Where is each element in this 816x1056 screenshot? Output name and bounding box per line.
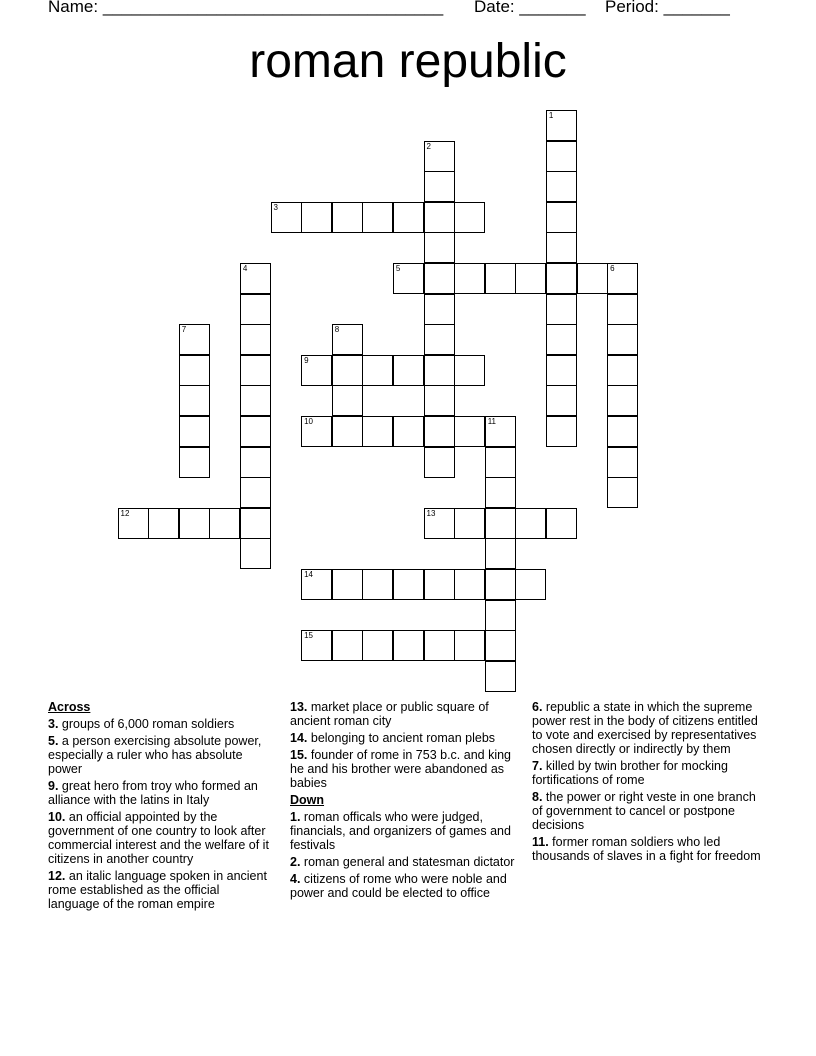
grid-cell[interactable]	[332, 630, 363, 661]
clue-number: 2	[426, 141, 431, 151]
period-label: Period:	[605, 0, 659, 16]
grid-cell[interactable]	[546, 141, 577, 172]
clue-down-6: 6. republic a state in which the supreme power rest in the body of citizens entitled to vote and exercised by representatives chosen directly or indirectly by them	[532, 700, 758, 756]
grid-cell[interactable]	[179, 324, 210, 355]
grid-cell[interactable]	[179, 385, 210, 416]
grid-cell[interactable]	[362, 355, 393, 386]
clue-across-3: 3. groups of 6,000 roman soldiers	[48, 717, 235, 731]
grid-cell[interactable]	[424, 569, 455, 600]
grid-cell[interactable]	[209, 508, 240, 539]
clue-number: 13	[426, 508, 436, 518]
grid-cell[interactable]	[454, 569, 485, 600]
clue-down-11: 11. former roman soldiers who led thousands of slaves in a fight for freedom	[532, 835, 761, 863]
clue-across-15: 15. founder of rome in 753 b.c. and king he and his brother were abandoned as babies	[290, 748, 512, 790]
grid-cell[interactable]	[485, 600, 516, 631]
grid-cell[interactable]	[424, 508, 455, 539]
across-heading: Across	[48, 700, 91, 714]
grid-cell[interactable]	[607, 477, 638, 508]
grid-cell[interactable]	[393, 355, 424, 386]
grid-cell[interactable]	[393, 416, 424, 447]
grid-cell[interactable]	[485, 416, 516, 447]
grid-cell[interactable]	[424, 263, 455, 294]
grid-cell[interactable]	[546, 294, 577, 325]
clue-across-13: 13. market place or public square of ancient roman city	[290, 700, 489, 728]
date-label: Date:	[474, 0, 515, 16]
grid-cell[interactable]	[454, 508, 485, 539]
grid-cell[interactable]	[485, 447, 516, 478]
grid-cell[interactable]	[332, 355, 363, 386]
grid-cell[interactable]	[148, 508, 179, 539]
clue-number: 9	[304, 355, 309, 365]
grid-cell[interactable]	[332, 416, 363, 447]
grid-cell[interactable]	[424, 294, 455, 325]
clue-number: 11	[487, 417, 496, 426]
grid-cell[interactable]	[424, 416, 455, 447]
clue-number: 7	[181, 325, 187, 335]
grid-cell[interactable]	[240, 355, 271, 386]
clue-number: 12	[120, 508, 130, 518]
grid-cell[interactable]	[362, 569, 393, 600]
clue-down-7: 7. killed by twin brother for mocking fortifications of rome	[532, 759, 728, 787]
grid-cell[interactable]	[607, 324, 638, 355]
grid-cell[interactable]	[362, 630, 393, 661]
grid-cell[interactable]	[454, 416, 485, 447]
clues-column-2	[290, 700, 518, 903]
clue-number: 10	[304, 417, 313, 426]
grid-cell[interactable]	[485, 508, 516, 539]
name-line[interactable]: ____________________________________	[102, 0, 444, 16]
clue-number: 3	[273, 202, 278, 212]
grid-cell[interactable]	[424, 232, 455, 263]
grid-cell[interactable]	[454, 202, 485, 233]
grid-cell[interactable]	[515, 263, 546, 294]
grid-cell[interactable]	[240, 416, 271, 447]
clue-across-12: 12. an italic language spoken in ancient rome established as the official language of the roman empire	[48, 869, 267, 911]
grid-cell[interactable]	[424, 630, 455, 661]
grid-cell[interactable]	[607, 294, 638, 325]
grid-cell[interactable]	[332, 385, 363, 416]
grid-cell[interactable]	[546, 263, 577, 294]
grid-cell[interactable]	[301, 416, 332, 447]
clue-number: 15	[304, 631, 313, 641]
grid-cell[interactable]	[240, 477, 271, 508]
grid-cell[interactable]	[424, 385, 455, 416]
grid-cell[interactable]	[515, 569, 546, 600]
page-title: roman republic	[249, 35, 567, 88]
grid-cell[interactable]	[240, 385, 271, 416]
clue-across-9: 9. great hero from troy who formed an alliance with the latins in Italy	[48, 779, 258, 807]
clue-down-8: 8. the power or right veste in one branch of government to cancel or postpone decisions	[532, 790, 756, 832]
grid-cell[interactable]	[301, 630, 332, 661]
grid-cell[interactable]	[393, 202, 424, 233]
grid-cell[interactable]	[179, 508, 210, 539]
grid-cell[interactable]	[546, 202, 577, 233]
grid-cell[interactable]	[485, 630, 516, 661]
grid-cell[interactable]	[362, 416, 393, 447]
grid-cell[interactable]	[607, 447, 638, 478]
grid-cell[interactable]	[546, 416, 577, 447]
grid-cell[interactable]	[515, 508, 546, 539]
grid-cell[interactable]	[485, 477, 516, 508]
grid-cell[interactable]	[607, 355, 638, 386]
grid-cell[interactable]	[546, 508, 577, 539]
grid-cell[interactable]	[454, 263, 485, 294]
grid-cell[interactable]	[240, 324, 271, 355]
grid-cell[interactable]	[607, 416, 638, 447]
grid-cell[interactable]	[393, 263, 424, 294]
clues-column-1	[48, 700, 274, 914]
clue-across-10: 10. an official appointed by the government of one country to look after commercial interest and the welfare of it citizens in another country	[48, 810, 269, 866]
grid-cell[interactable]	[424, 141, 455, 172]
grid-cell[interactable]	[607, 385, 638, 416]
grid-cell[interactable]	[424, 171, 455, 202]
clue-number: 6	[610, 264, 615, 273]
grid-cell[interactable]	[301, 355, 332, 386]
clue-down-1: 1. roman officals who were judged, financials, and organizers of games and festivals	[290, 810, 511, 852]
grid-cell[interactable]	[332, 324, 363, 355]
grid-cell[interactable]	[485, 263, 516, 294]
clue-across-14: 14. belonging to ancient roman plebs	[290, 731, 496, 745]
grid-cell[interactable]	[118, 508, 149, 539]
down-heading: Down	[290, 793, 325, 807]
grid-cell[interactable]	[577, 263, 608, 294]
clue-number: 14	[304, 570, 313, 579]
date-line[interactable]: _______	[519, 0, 586, 16]
grid-cell[interactable]	[393, 569, 424, 600]
grid-cell[interactable]	[240, 508, 271, 539]
grid-cell[interactable]	[362, 202, 393, 233]
grid-cell[interactable]	[485, 569, 516, 600]
grid-cell[interactable]	[393, 630, 424, 661]
grid-cell[interactable]	[454, 630, 485, 661]
grid-cell[interactable]	[301, 202, 332, 233]
grid-cell[interactable]	[424, 324, 455, 355]
grid-cell[interactable]	[424, 355, 455, 386]
clue-number: 5	[395, 264, 401, 273]
grid-cell[interactable]	[240, 294, 271, 325]
grid-cell[interactable]	[179, 416, 210, 447]
grid-cell[interactable]	[485, 538, 516, 569]
grid-cell[interactable]	[179, 355, 210, 386]
clue-number: 1	[548, 111, 554, 120]
clue-across-5: 5. a person exercising absolute power, especially a ruler who has absolute power	[48, 734, 262, 776]
grid-cell[interactable]	[546, 171, 577, 202]
grid-cell[interactable]	[454, 355, 485, 386]
grid-cell[interactable]	[332, 202, 363, 233]
grid-cell[interactable]	[546, 385, 577, 416]
clue-down-2: 2. roman general and statesman dictator	[290, 855, 515, 869]
grid-cell[interactable]	[485, 661, 516, 692]
clue-down-4: 4. citizens of rome who were noble and power and could be elected to office	[290, 872, 507, 900]
grid-cell[interactable]	[240, 447, 271, 478]
grid-cell[interactable]	[271, 202, 302, 233]
grid-cell[interactable]	[332, 569, 363, 600]
clue-number: 8	[334, 325, 340, 335]
grid-cell[interactable]	[240, 263, 271, 294]
grid-cell[interactable]	[546, 232, 577, 263]
name-label: Name:	[48, 0, 99, 16]
grid-cell[interactable]	[607, 263, 638, 294]
grid-cell[interactable]	[424, 447, 455, 478]
clue-number: 4	[242, 264, 248, 273]
clues-column-3	[532, 700, 768, 866]
period-line[interactable]: _______	[663, 0, 730, 16]
grid-cell[interactable]	[301, 569, 332, 600]
grid-cell[interactable]	[546, 355, 577, 386]
grid-cell[interactable]	[240, 538, 271, 569]
grid-cell[interactable]	[424, 202, 455, 233]
grid-cell[interactable]	[546, 110, 577, 141]
grid-cell[interactable]	[546, 324, 577, 355]
grid-cell[interactable]	[179, 447, 210, 478]
